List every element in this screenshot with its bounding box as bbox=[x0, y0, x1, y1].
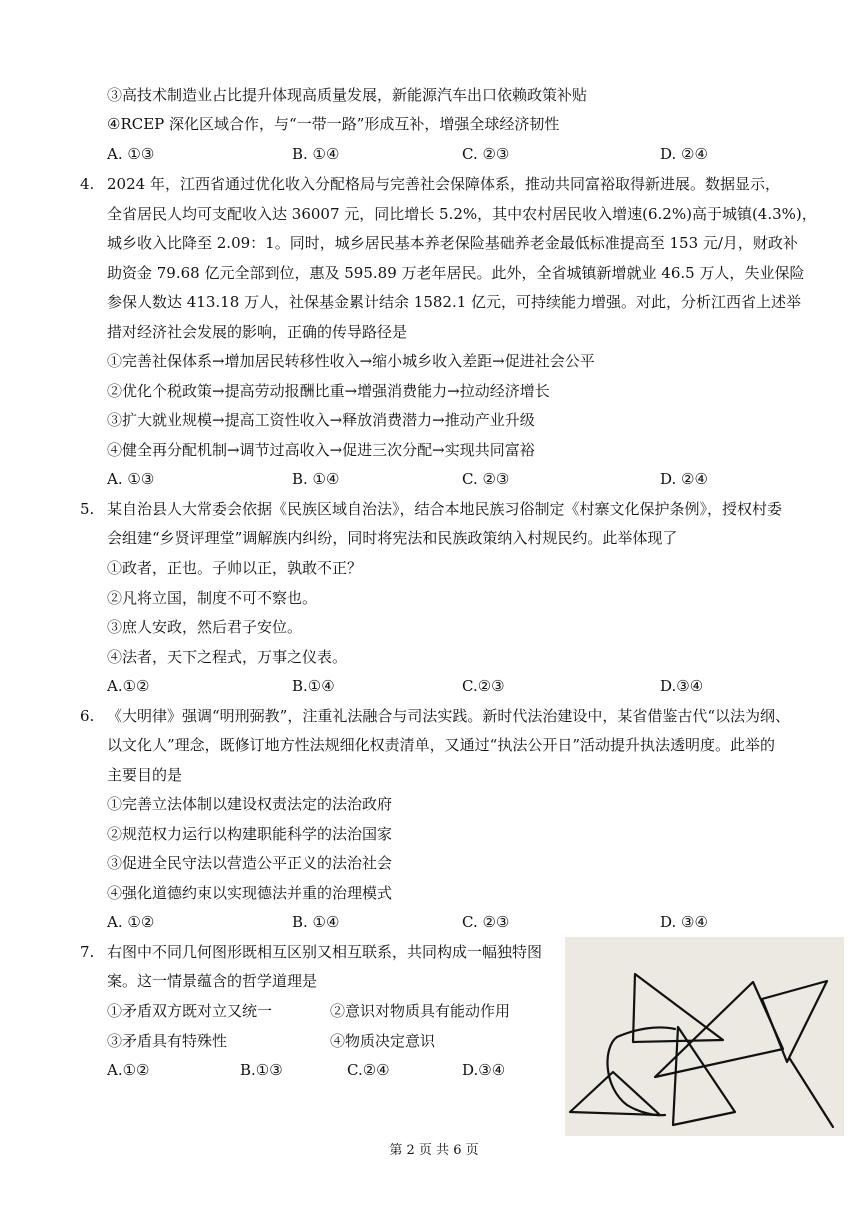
q7-number: 7. bbox=[80, 943, 95, 961]
q6-statement-1: ①完善立法体制以建设权责法定的法治政府 bbox=[107, 795, 393, 813]
q7-option-c: C.②④ bbox=[347, 1061, 390, 1079]
q6-option-c: C. ②③ bbox=[462, 913, 510, 931]
q5-option-d: D.③④ bbox=[660, 677, 704, 695]
q6-stem-line: 《大明律》强调“明刑弼教”，注重礼法融合与司法实践。新时代法治建设中，某省借鉴古代“以法为纲、 bbox=[107, 707, 791, 725]
q5-statement-3: ③庶人安政，然后君子安位。 bbox=[107, 618, 303, 636]
q4-statement-1: ①完善社保体系→增加居民转移性收入→缩小城乡收入差距→促进社会公平 bbox=[107, 352, 595, 370]
q7-stem-line: 案。这一情景蕴含的哲学道理是 bbox=[107, 972, 318, 990]
q7-stem-line: 右图中不同几何图形既相互区别又相互联系，共同构成一幅独特图 bbox=[107, 943, 543, 961]
page-number-footer: 第 2 页 共 6 页 bbox=[389, 1143, 479, 1158]
q3-statement-3: ③高技术制造业占比提升体现高质量发展，新能源汽车出口依赖政策补贴 bbox=[107, 86, 588, 104]
triangle-right bbox=[762, 981, 827, 1062]
q6-option-a: A. ①② bbox=[107, 913, 155, 931]
q4-stem-line: 城乡收入比降至 2.09：1。同时，城乡居民基本养老保险基础养老金最低标准提高至 153 元/月，财政补 bbox=[107, 234, 798, 252]
q7-statement-1: ①矛盾双方既对立又统一 bbox=[107, 1002, 273, 1020]
q6-statement-3: ③促进全民守法以营造公平正义的法治社会 bbox=[107, 854, 393, 872]
q3-option-a: A. ①③ bbox=[107, 145, 155, 163]
q7-statement-4: ④物质决定意识 bbox=[330, 1032, 436, 1050]
geometric-shapes-drawing bbox=[565, 937, 844, 1136]
q6-option-b: B. ①④ bbox=[292, 913, 340, 931]
q5-statement-4: ④法者，天下之程式，万事之仪表。 bbox=[107, 648, 348, 666]
q5-stem-line: 会组建“乡贤评理堂”调解族内纠纷，同时将宪法和民族政策纳入村规民约。此举体现了 bbox=[107, 529, 678, 547]
q4-stem-line: 参保人数达 413.18 万人，社保基金累计结余 1582.1 亿元，可持续能力增强。对此，分析江西省上述举 bbox=[107, 293, 802, 311]
q5-stem-line: 某自治县人大常委会依据《民族区域自治法》，结合本地民族习俗制定《村寨文化保护条例》，授权村委 bbox=[107, 500, 783, 518]
q4-option-c: C. ②③ bbox=[462, 470, 510, 488]
q4-statement-4: ④健全再分配机制→调节过高收入→促进三次分配→实现共同富裕 bbox=[107, 441, 535, 459]
q4-option-a: A. ①③ bbox=[107, 470, 155, 488]
q3-option-d: D. ②④ bbox=[660, 145, 708, 163]
q3-statement-4: ④RCEP 深化区域合作，与“一带一路”形成互补，增强全球经济韧性 bbox=[107, 115, 560, 133]
q7-option-b: B.①③ bbox=[240, 1061, 283, 1079]
q5-option-c: C.②③ bbox=[462, 677, 505, 695]
q7-statement-2: ②意识对物质具有能动作用 bbox=[330, 1002, 511, 1020]
q5-number: 5. bbox=[80, 500, 95, 518]
q4-stem-line: 措对经济社会发展的影响，正确的传导路径是 bbox=[107, 323, 408, 341]
q3-option-c: C. ②③ bbox=[462, 145, 510, 163]
q5-statement-2: ②凡将立国，制度不可不察也。 bbox=[107, 589, 318, 607]
q6-stem-line: 主要目的是 bbox=[107, 766, 183, 784]
q4-statement-3: ③扩大就业规模→提高工资性收入→释放消费潜力→推动产业升级 bbox=[107, 411, 535, 429]
q6-statement-4: ④强化道德约束以实现德法并重的治理模式 bbox=[107, 884, 393, 902]
q4-stem-line: 全省居民人均可支配收入达 36007 元，同比增长 5.2%，其中农村居民收入增速(6.2%)高于城镇(4.3%)， bbox=[107, 205, 817, 223]
diagonal-line bbox=[790, 1059, 833, 1127]
q7-option-d: D.③④ bbox=[462, 1061, 506, 1079]
q5-statement-1: ①政者，正也。子帅以正，孰敢不正？ bbox=[107, 559, 363, 577]
q5-option-b: B.①④ bbox=[292, 677, 335, 695]
q3-option-b: B. ①④ bbox=[292, 145, 340, 163]
q4-stem-line: 2024 年，江西省通过优化收入分配格局与完善社会保障体系，推动共同富裕取得新进展。数据显示， bbox=[107, 175, 780, 193]
geometric-shapes-figure bbox=[565, 937, 844, 1136]
q7-option-a: A.①② bbox=[107, 1061, 150, 1079]
q6-stem-line: 以文化人”理念，既修订地方性法规细化权责清单，又通过“执法公开日”活动提升执法透明度。此举的 bbox=[107, 736, 776, 754]
q6-option-d: D. ③④ bbox=[660, 913, 708, 931]
q4-number: 4. bbox=[80, 175, 95, 193]
q4-option-b: B. ①④ bbox=[292, 470, 340, 488]
q4-stem-line: 助资金 79.68 亿元全部到位，惠及 595.89 万老年居民。此外，全省城镇新增就业 46.5 万人，失业保险 bbox=[107, 264, 805, 282]
q7-statement-3: ③矛盾具有特殊性 bbox=[107, 1032, 228, 1050]
q4-statement-2: ②优化个税政策→提高劳动报酬比重→增强消费能力→拉动经济增长 bbox=[107, 382, 550, 400]
q4-option-d: D. ②④ bbox=[660, 470, 708, 488]
q6-number: 6. bbox=[80, 707, 95, 725]
q6-statement-2: ②规范权力运行以构建职能科学的法治国家 bbox=[107, 825, 393, 843]
q5-option-a: A.①② bbox=[107, 677, 150, 695]
